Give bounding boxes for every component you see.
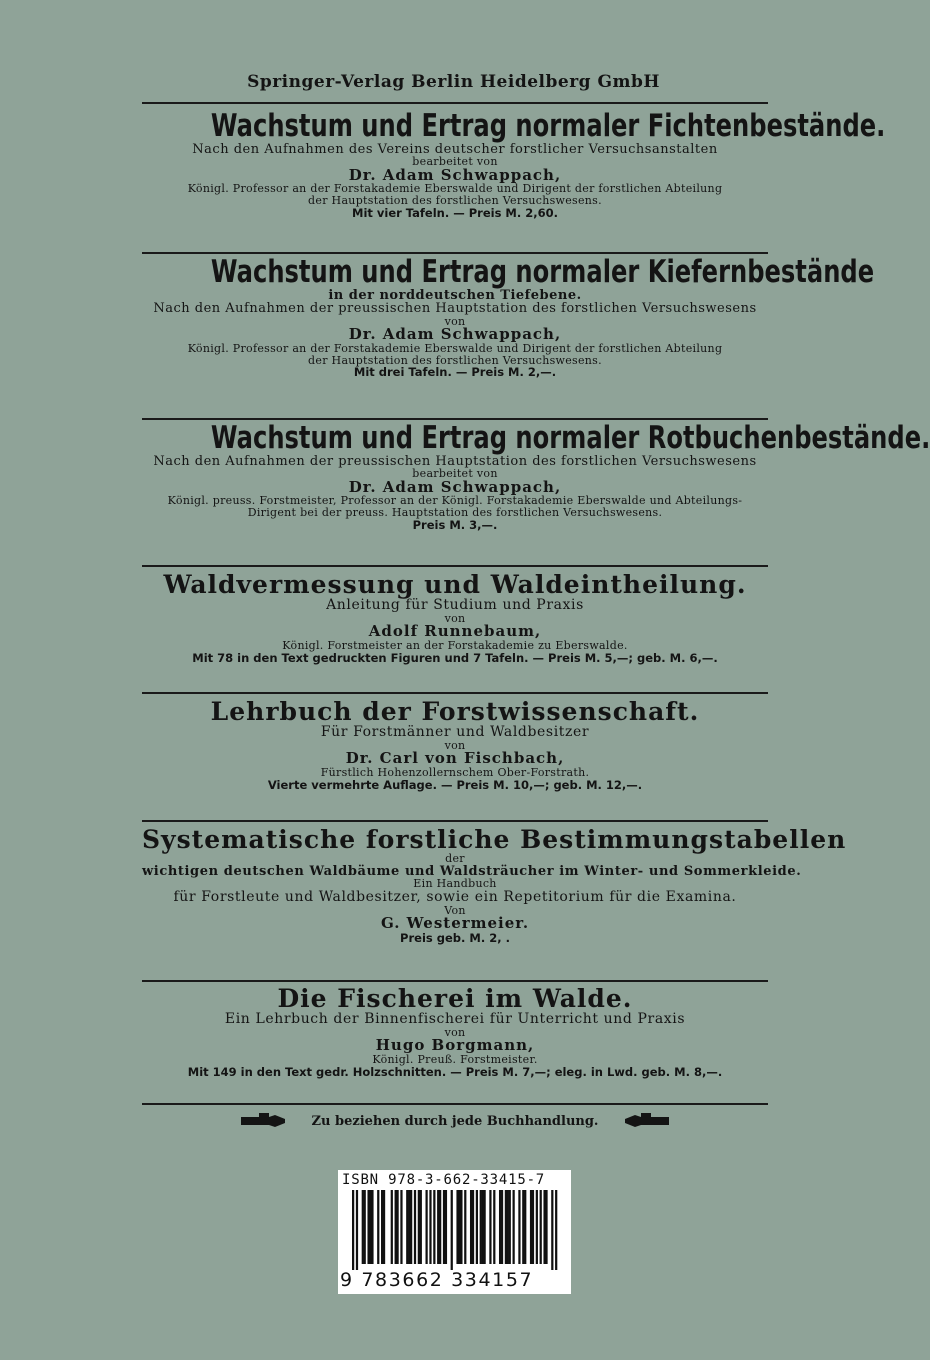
book-listing-fichten bbox=[142, 108, 886, 220]
barcode-bar bbox=[476, 1190, 478, 1264]
barcode-bar bbox=[396, 1190, 398, 1264]
barcode-bar bbox=[489, 1190, 491, 1264]
divider-rule bbox=[142, 565, 768, 567]
book-author: Dr. Adam Schwappach, bbox=[348, 165, 562, 184]
book-author: Dr. Adam Schwappach, bbox=[348, 477, 562, 496]
barcode-bar bbox=[472, 1190, 474, 1264]
book-description: Anleitung für Studium und Praxis bbox=[326, 597, 584, 614]
barcode-bar bbox=[445, 1190, 447, 1264]
book-listing-forstwissenschaft bbox=[142, 699, 768, 791]
barcode-bar bbox=[414, 1190, 416, 1264]
barcode-bar bbox=[367, 1190, 369, 1264]
barcode-bar bbox=[456, 1190, 458, 1264]
barcode-bar bbox=[429, 1190, 431, 1264]
book-credit: von bbox=[444, 611, 466, 625]
barcode-bar bbox=[460, 1190, 462, 1264]
divider-rule bbox=[142, 980, 768, 982]
pointing-hand-left-icon bbox=[623, 1113, 671, 1129]
barcode-bar bbox=[395, 1190, 397, 1264]
barcode-bar bbox=[364, 1190, 366, 1264]
book-description: Nach den Aufnahmen der preussischen Hauptstation des forstlichen Versuchswesens bbox=[153, 453, 757, 469]
author-description: Dirigent bei der preuss. Hauptstation des forstlichen Versuchswesens. bbox=[247, 506, 663, 520]
barcode-bar bbox=[451, 1190, 453, 1270]
divider-rule bbox=[142, 820, 768, 822]
barcode-bar bbox=[509, 1190, 511, 1264]
barcode-bar bbox=[524, 1190, 526, 1264]
book-description: Für Forstmänner und Waldbesitzer bbox=[320, 724, 590, 741]
barcode-bar bbox=[437, 1190, 439, 1264]
footer-note-text: Zu beziehen durch jede Buchhandlung. bbox=[311, 1113, 599, 1129]
book-listing-fischerei bbox=[142, 986, 768, 1078]
barcode-bar bbox=[480, 1190, 482, 1264]
book-price: Mit vier Tafeln. — Preis M. 2,60. bbox=[352, 205, 558, 220]
book-title: Die Fischerei im Walde. bbox=[277, 984, 633, 1013]
book-listing-kiefern bbox=[142, 254, 875, 380]
book-listing-waldvermessung bbox=[142, 572, 768, 664]
book-price: Mit 149 in den Text gedr. Holzschnitten. — Preis M. 7,—; eleg. in Lwd. geb. M. 8,—. bbox=[187, 1064, 723, 1079]
barcode-bars bbox=[352, 1190, 557, 1270]
barcode-bar bbox=[371, 1190, 373, 1264]
barcode-bar bbox=[420, 1190, 422, 1264]
author-description: Fürstlich Hohenzollernschem Ober-Forstrath. bbox=[320, 766, 590, 780]
barcode-bar bbox=[356, 1190, 358, 1270]
book-description: für Forstleute und Waldbesitzer, sowie ein Repetitorium für die Examina. bbox=[173, 888, 737, 905]
barcode-bar bbox=[507, 1190, 509, 1264]
book-price: Mit 78 in den Text gedruckten Figuren und 7 Tafeln. — Preis M. 5,—; geb. M. 6,—. bbox=[192, 650, 718, 665]
book-title: Wachstum und Ertrag normaler Kiefernbestände bbox=[210, 254, 875, 290]
barcode-bar bbox=[464, 1190, 466, 1264]
barcode-bar bbox=[501, 1190, 503, 1264]
barcode-bar bbox=[555, 1190, 557, 1270]
book-price: Vierte vermehrte Auflage. — Preis M. 10,—; geb. M. 12,—. bbox=[267, 777, 643, 792]
barcode-bar bbox=[518, 1190, 520, 1264]
barcode-bar bbox=[530, 1190, 532, 1264]
book-price: Mit drei Tafeln. — Preis M. 2,—. bbox=[353, 365, 557, 380]
book-price: Preis M. 3,—. bbox=[412, 517, 498, 532]
barcode-bar bbox=[425, 1190, 427, 1264]
barcode-bar bbox=[383, 1190, 385, 1264]
book-credit: von bbox=[444, 1025, 466, 1039]
barcode-bar bbox=[381, 1190, 383, 1264]
barcode-bar bbox=[551, 1190, 553, 1270]
barcode-bar bbox=[545, 1190, 547, 1264]
book-price: Preis geb. M. 2, . bbox=[400, 930, 510, 945]
book-author: Dr. Adam Schwappach, bbox=[348, 325, 562, 344]
barcode-bar bbox=[362, 1190, 364, 1264]
barcode-bar bbox=[433, 1190, 435, 1264]
book-listing-rotbuchen bbox=[142, 420, 930, 532]
barcode-bar bbox=[482, 1190, 484, 1264]
book-credit: von bbox=[444, 314, 466, 328]
barcode-bar bbox=[536, 1190, 538, 1264]
book-description: wichtigen deutschen Waldbäume und Waldsträucher im Winter- und Sommerkleide. bbox=[142, 863, 802, 879]
divider-rule bbox=[142, 102, 768, 104]
isbn-barcode bbox=[338, 1170, 571, 1294]
book-credit: Von bbox=[444, 903, 466, 917]
book-author: Adolf Runnebaum, bbox=[368, 622, 542, 641]
book-credit: von bbox=[444, 738, 466, 752]
barcode-bar bbox=[410, 1190, 412, 1264]
book-description: Nach den Aufnahmen des Vereins deutscher forstlicher Versuchsanstalten bbox=[192, 141, 718, 157]
barcode-bar bbox=[470, 1190, 472, 1264]
author-description: Königl. preuss. Forstmeister, Professor an der Königl. Forstakademie Eberswalde und Abteilungs- bbox=[167, 494, 743, 508]
publisher-imprint: Springer-Verlag Berlin Heidelberg GmbH bbox=[247, 72, 660, 92]
book-title: Waldvermessung und Waldeintheilung. bbox=[163, 570, 747, 599]
author-description: Königl. Professor an der Forstakademie Eberswalde und Dirigent der forstlichen Abteilung bbox=[187, 342, 723, 356]
book-title: Wachstum und Ertrag normaler Rotbuchenbestände. bbox=[210, 420, 930, 456]
barcode-bar bbox=[522, 1190, 524, 1264]
barcode-bar bbox=[418, 1190, 420, 1264]
book-title: Wachstum und Ertrag normaler Fichtenbestände. bbox=[210, 108, 886, 144]
barcode-bar bbox=[443, 1190, 445, 1264]
book-title: Systematische forstliche Bestimmungstabellen bbox=[142, 825, 847, 854]
barcode-bar bbox=[493, 1190, 495, 1264]
book-credit: der bbox=[445, 852, 465, 866]
isbn-label: ISBN 978-3-662-33415-7 bbox=[342, 1172, 546, 1188]
book-credit: bearbeitet von bbox=[412, 155, 498, 169]
barcode-bar bbox=[484, 1190, 486, 1264]
book-description: Nach den Aufnahmen der preussischen Hauptstation des forstlichen Versuchswesens bbox=[153, 301, 757, 317]
barcode-bar bbox=[369, 1190, 371, 1264]
barcode-bar bbox=[540, 1190, 542, 1264]
barcode-bar bbox=[391, 1190, 393, 1264]
author-description: der Hauptstation des forstlichen Versuchswesens. bbox=[308, 194, 602, 208]
divider-rule bbox=[142, 1103, 768, 1105]
book-author: Hugo Borgmann, bbox=[375, 1036, 535, 1055]
book-listing-bestimmungstabellen bbox=[142, 825, 847, 945]
book-description: Ein Lehrbuch der Binnenfischerei für Unterricht und Praxis bbox=[224, 1011, 686, 1028]
book-title: Lehrbuch der Forstwissenschaft. bbox=[210, 697, 700, 726]
book-credit: Ein Handbuch bbox=[413, 877, 497, 891]
book-subtitle: in der norddeutschen Tiefebene. bbox=[328, 287, 582, 303]
divider-rule bbox=[142, 692, 768, 694]
author-description: Königl. Preuß. Forstmeister. bbox=[372, 1053, 538, 1067]
barcode-bar bbox=[439, 1190, 441, 1264]
barcode-bar bbox=[377, 1190, 379, 1264]
barcode-bar bbox=[458, 1190, 460, 1264]
barcode-bar bbox=[505, 1190, 507, 1264]
barcode-bar bbox=[513, 1190, 515, 1264]
ean-digits: 9 783662 334157 bbox=[340, 1269, 534, 1291]
barcode-bar bbox=[499, 1190, 501, 1264]
barcode-bar bbox=[400, 1190, 402, 1264]
author-description: der Hauptstation des forstlichen Versuchswesens. bbox=[308, 353, 602, 367]
book-credit: bearbeitet von bbox=[412, 467, 498, 481]
book-author: Dr. Carl von Fischbach, bbox=[345, 749, 565, 768]
pointing-hand-right-icon bbox=[239, 1113, 287, 1129]
barcode-bar bbox=[352, 1190, 354, 1270]
barcode-bar bbox=[406, 1190, 408, 1264]
footer-note bbox=[142, 1113, 768, 1129]
author-description: Königl. Professor an der Forstakademie Eberswalde und Dirigent der forstlichen Abteilung bbox=[187, 182, 723, 196]
barcode-bar bbox=[543, 1190, 545, 1264]
barcode-bar bbox=[532, 1190, 534, 1264]
author-description: Königl. Forstmeister an der Forstakademie zu Eberswalde. bbox=[282, 639, 628, 653]
barcode-bar bbox=[408, 1190, 410, 1264]
book-author: G. Westermeier. bbox=[380, 914, 530, 933]
